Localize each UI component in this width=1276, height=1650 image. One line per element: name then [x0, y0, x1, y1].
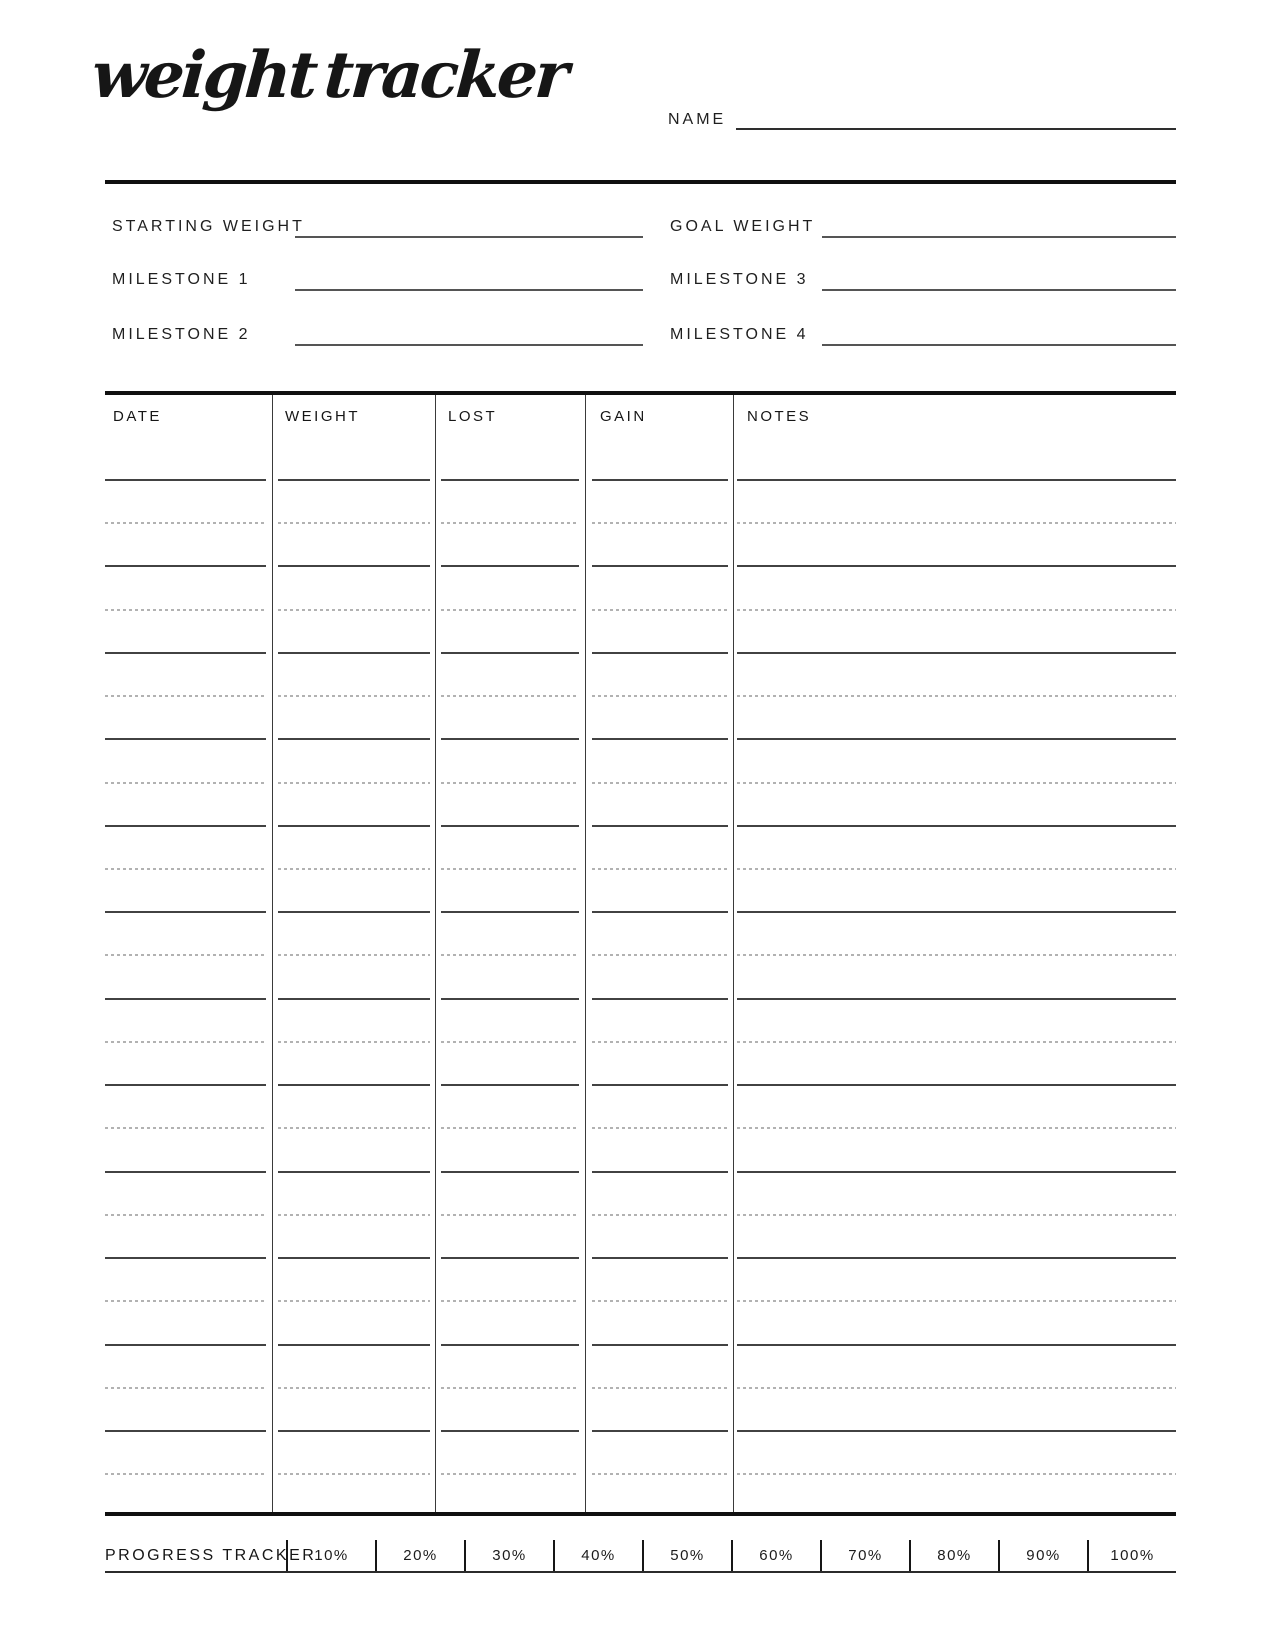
entry-line-segment — [441, 1387, 579, 1389]
divider-rule-top — [105, 180, 1176, 184]
entry-line-segment — [441, 738, 579, 740]
entry-line-segment — [441, 1257, 579, 1259]
entry-line-segment — [441, 695, 579, 697]
progress-segment-50 — [642, 1540, 731, 1571]
entry-line-segment — [441, 1127, 579, 1129]
entry-line-segment — [441, 652, 579, 654]
milestone-2-blank-line — [295, 344, 643, 346]
entry-line-segment — [441, 954, 579, 956]
entry-line-segment — [592, 868, 728, 870]
entry-line-segment — [278, 911, 430, 913]
entry-line-segment — [278, 695, 430, 697]
progress-percent-label: 50% — [670, 1547, 705, 1564]
entry-line-segment — [441, 868, 579, 870]
entry-line-segment — [592, 1473, 728, 1475]
log-table-body — [105, 395, 1176, 1512]
entry-line-segment — [441, 1041, 579, 1043]
entry-line-segment — [592, 782, 728, 784]
entry-line-segment — [105, 738, 266, 740]
entry-line-segment — [737, 1257, 1176, 1259]
entry-line-segment — [441, 1300, 579, 1302]
entry-line-segment — [737, 522, 1176, 524]
entry-line-segment — [105, 565, 266, 567]
progress-scale — [286, 1540, 1176, 1571]
column-header-date: DATE — [113, 408, 162, 425]
entry-line-segment — [105, 1473, 266, 1475]
column-divider — [272, 395, 273, 1512]
entry-line-segment — [278, 825, 430, 827]
entry-line-segment — [278, 1127, 430, 1129]
entry-line-segment — [278, 1041, 430, 1043]
entry-line-segment — [278, 609, 430, 611]
entry-line-segment — [278, 1473, 430, 1475]
entry-line-segment — [737, 998, 1176, 1000]
column-divider — [585, 395, 586, 1512]
entry-line-segment — [105, 479, 266, 481]
column-header-lost: LOST — [448, 408, 498, 425]
milestone-2-label: MILESTONE 2 — [112, 326, 251, 343]
progress-segment-10 — [286, 1540, 375, 1571]
entry-line-segment — [105, 1344, 266, 1346]
column-divider — [435, 395, 436, 1512]
entry-line-segment — [441, 782, 579, 784]
entry-line-segment — [592, 695, 728, 697]
entry-line-segment — [105, 782, 266, 784]
entry-line-segment — [737, 652, 1176, 654]
entry-line-segment — [105, 954, 266, 956]
entry-line-segment — [105, 1300, 266, 1302]
entry-line-segment — [105, 1127, 266, 1129]
progress-percent-label: 80% — [937, 1547, 972, 1564]
column-header-notes: NOTES — [747, 408, 812, 425]
entry-line-segment — [441, 1214, 579, 1216]
entry-line-segment — [105, 652, 266, 654]
entry-line-segment — [105, 868, 266, 870]
entry-line-segment — [441, 825, 579, 827]
milestone-3-label: MILESTONE 3 — [670, 271, 809, 288]
entry-line-segment — [737, 609, 1176, 611]
entry-line-segment — [737, 782, 1176, 784]
milestone-1-blank-line — [295, 289, 643, 291]
log-table — [105, 391, 1176, 1516]
entry-line-segment — [737, 911, 1176, 913]
entry-line-segment — [441, 1344, 579, 1346]
entry-line-segment — [737, 1214, 1176, 1216]
column-header-weight: WEIGHT — [285, 408, 360, 425]
entry-line-segment — [737, 1300, 1176, 1302]
entry-line-segment — [737, 1127, 1176, 1129]
entry-line-segment — [278, 868, 430, 870]
summary-field-row — [0, 322, 1276, 346]
progress-percent-label: 30% — [492, 1547, 527, 1564]
entry-line-segment — [105, 1387, 266, 1389]
entry-line-segment — [278, 565, 430, 567]
entry-line-segment — [441, 1473, 579, 1475]
progress-tracker — [105, 1540, 1176, 1573]
entry-line-segment — [592, 1214, 728, 1216]
progress-segment-60 — [731, 1540, 820, 1571]
entry-line-segment — [592, 1041, 728, 1043]
progress-percent-label: 90% — [1026, 1547, 1061, 1564]
entry-line-segment — [592, 1430, 728, 1432]
progress-percent-label: 100% — [1110, 1547, 1155, 1564]
entry-line-segment — [592, 1257, 728, 1259]
entry-line-segment — [441, 1171, 579, 1173]
entry-line-segment — [105, 998, 266, 1000]
entry-line-segment — [278, 1171, 430, 1173]
entry-line-segment — [441, 998, 579, 1000]
entry-line-segment — [441, 565, 579, 567]
entry-line-segment — [105, 1430, 266, 1432]
entry-line-segment — [592, 911, 728, 913]
progress-percent-label: 70% — [848, 1547, 883, 1564]
entry-line-segment — [592, 1127, 728, 1129]
entry-line-segment — [592, 1387, 728, 1389]
starting-weight-blank-line — [295, 236, 643, 238]
entry-line-segment — [737, 1430, 1176, 1432]
entry-line-segment — [737, 1171, 1176, 1173]
column-divider — [733, 395, 734, 1512]
entry-line-segment — [592, 1344, 728, 1346]
milestone-4-label: MILESTONE 4 — [670, 326, 809, 343]
name-label: NAME — [668, 111, 727, 128]
entry-line-segment — [441, 479, 579, 481]
progress-segment-80 — [909, 1540, 998, 1571]
entry-line-segment — [737, 479, 1176, 481]
entry-line-segment — [105, 1214, 266, 1216]
entry-line-segment — [105, 1171, 266, 1173]
entry-line-segment — [592, 998, 728, 1000]
entry-line-segment — [105, 609, 266, 611]
goal-weight-label: GOAL WEIGHT — [670, 218, 816, 235]
progress-segment-70 — [820, 1540, 909, 1571]
entry-line-segment — [278, 479, 430, 481]
entry-line-segment — [737, 825, 1176, 827]
entry-line-segment — [737, 868, 1176, 870]
entry-line-segment — [592, 738, 728, 740]
entry-line-segment — [441, 522, 579, 524]
milestone-3-blank-line — [822, 289, 1176, 291]
name-blank-line — [736, 104, 1176, 130]
entry-line-segment — [441, 609, 579, 611]
progress-percent-label: 60% — [759, 1547, 794, 1564]
entry-line-segment — [105, 522, 266, 524]
progress-segment-100 — [1087, 1540, 1176, 1571]
entry-line-segment — [441, 911, 579, 913]
entry-line-segment — [278, 738, 430, 740]
entry-line-segment — [737, 565, 1176, 567]
starting-weight-label: STARTING WEIGHT — [112, 218, 305, 235]
entry-line-segment — [278, 522, 430, 524]
entry-line-segment — [278, 1387, 430, 1389]
entry-line-segment — [278, 1300, 430, 1302]
entry-line-segment — [737, 1041, 1176, 1043]
entry-line-segment — [441, 1430, 579, 1432]
column-header-gain: GAIN — [600, 408, 647, 425]
entry-line-segment — [737, 954, 1176, 956]
entry-line-segment — [592, 954, 728, 956]
entry-line-segment — [592, 609, 728, 611]
entry-line-segment — [278, 1430, 430, 1432]
progress-percent-label: 40% — [581, 1547, 616, 1564]
summary-field-row — [0, 267, 1276, 291]
milestone-4-blank-line — [822, 344, 1176, 346]
progress-percent-label: 20% — [403, 1547, 438, 1564]
goal-weight-blank-line — [822, 236, 1176, 238]
entry-line-segment — [278, 1084, 430, 1086]
summary-field-row — [0, 214, 1276, 238]
entry-line-segment — [592, 1084, 728, 1086]
entry-line-segment — [278, 998, 430, 1000]
entry-line-segment — [737, 1084, 1176, 1086]
entry-line-segment — [737, 1344, 1176, 1346]
entry-line-segment — [592, 652, 728, 654]
progress-segment-90 — [998, 1540, 1087, 1571]
entry-line-segment — [737, 1387, 1176, 1389]
page-title: weight tracker — [89, 38, 569, 113]
milestone-1-label: MILESTONE 1 — [112, 271, 251, 288]
entry-line-segment — [592, 479, 728, 481]
progress-segment-30 — [464, 1540, 553, 1571]
entry-line-segment — [592, 522, 728, 524]
name-field-row — [668, 100, 1176, 130]
entry-line-segment — [278, 954, 430, 956]
progress-segment-20 — [375, 1540, 464, 1571]
entry-line-segment — [592, 1300, 728, 1302]
entry-line-segment — [592, 1171, 728, 1173]
entry-line-segment — [105, 1257, 266, 1259]
entry-line-segment — [278, 652, 430, 654]
entry-line-segment — [737, 1473, 1176, 1475]
entry-line-segment — [278, 1257, 430, 1259]
entry-line-segment — [278, 1344, 430, 1346]
entry-line-segment — [105, 1041, 266, 1043]
entry-line-segment — [105, 1084, 266, 1086]
progress-segment-40 — [553, 1540, 642, 1571]
entry-line-segment — [278, 1214, 430, 1216]
entry-line-segment — [105, 825, 266, 827]
progress-percent-label: 10% — [314, 1547, 349, 1564]
entry-line-segment — [592, 565, 728, 567]
entry-line-segment — [105, 695, 266, 697]
entry-line-segment — [737, 738, 1176, 740]
entry-line-segment — [105, 911, 266, 913]
progress-tracker-label: PROGRESS TRACKER — [105, 1546, 317, 1564]
entry-line-segment — [592, 825, 728, 827]
entry-line-segment — [278, 782, 430, 784]
entry-line-segment — [441, 1084, 579, 1086]
entry-line-segment — [737, 695, 1176, 697]
